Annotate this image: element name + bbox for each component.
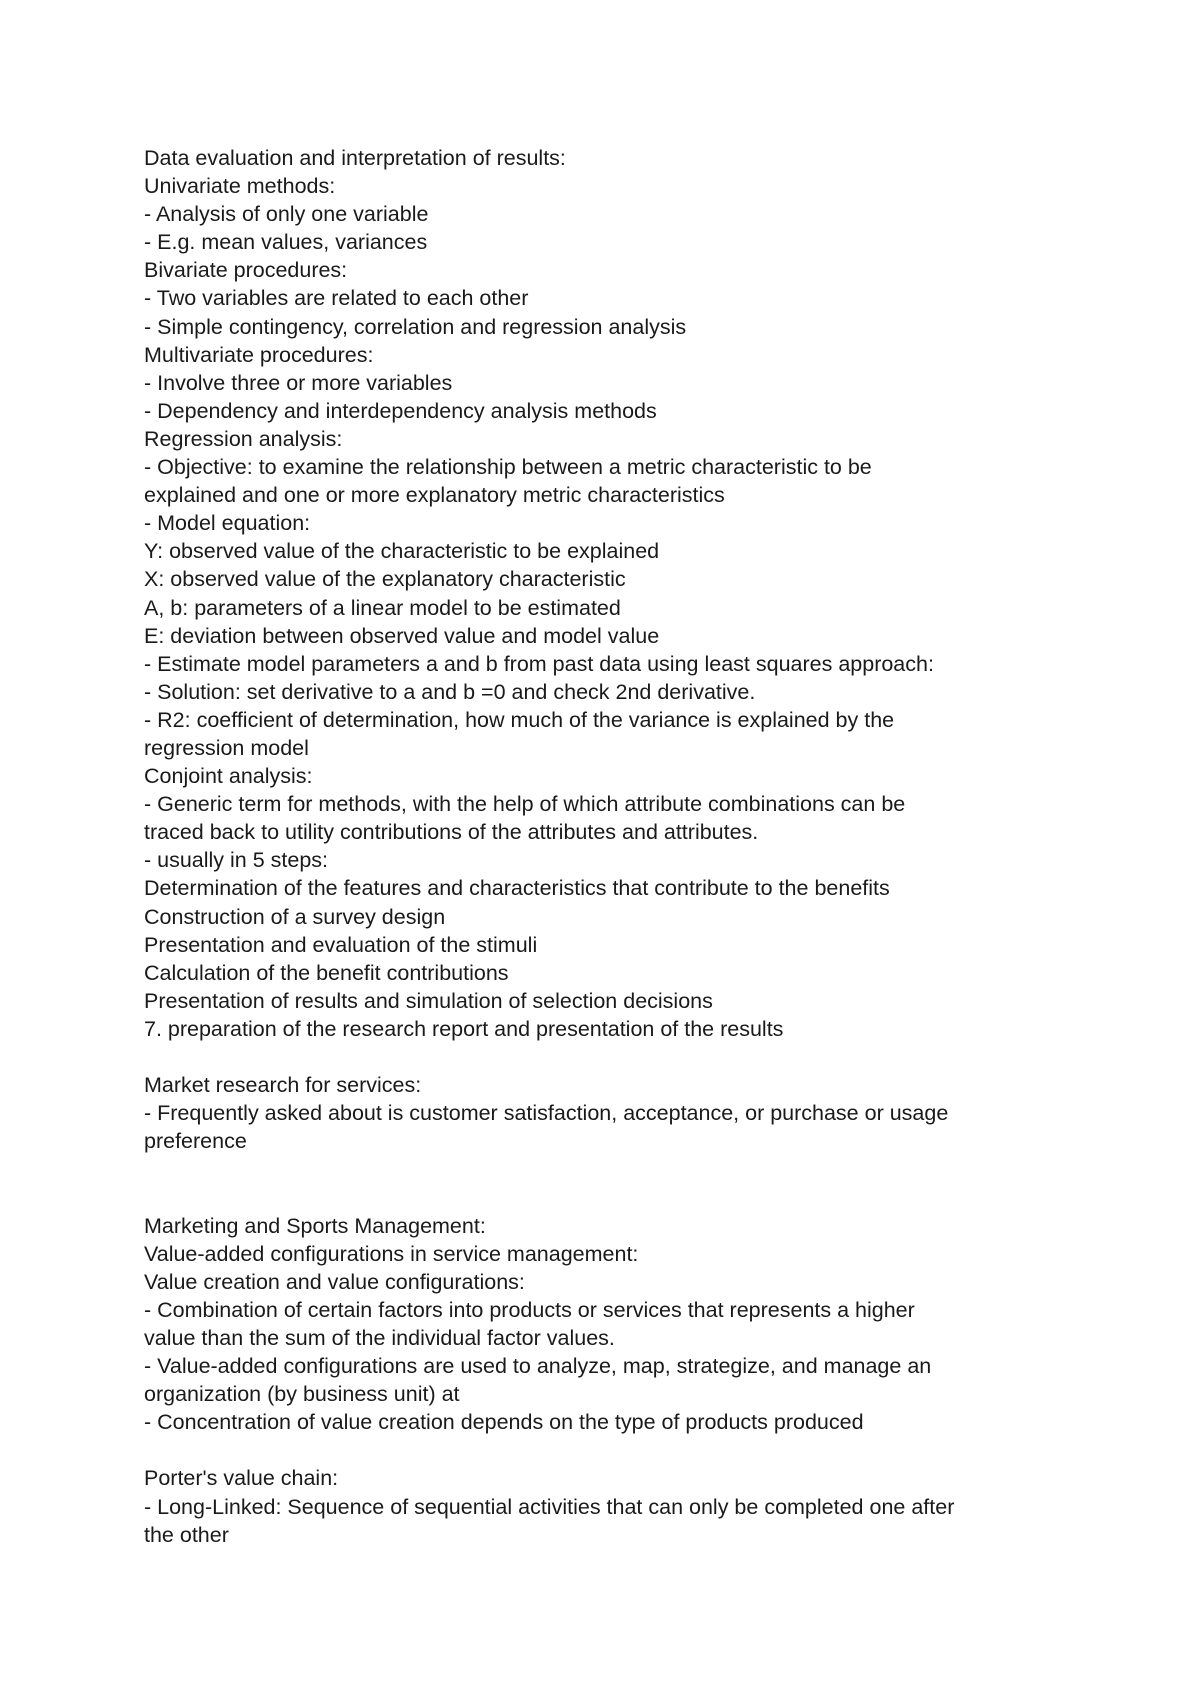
text-line: Y: observed value of the characteristic to be explained — [144, 539, 660, 564]
bullet-line: - Long-Linked: Sequence of sequential activities that can only be completed one after — [144, 1494, 955, 1519]
section-heading: Data evaluation and interpretation of results: — [144, 146, 566, 170]
section-heading: Porter's value chain: — [144, 1466, 339, 1491]
text-line: A, b: parameters of a linear model to be estimated — [144, 595, 621, 620]
section-heading: Market research for services: — [144, 1073, 422, 1098]
bullet-line: - Concentration of value creation depends on the type of products produced — [144, 1410, 864, 1435]
bullet-line: - Involve three or more variables — [144, 370, 453, 395]
bullet-line: - Simple contingency, correlation and regression analysis — [144, 314, 687, 339]
text-line: E: deviation between observed value and model value — [144, 623, 660, 648]
bullet-line: - Estimate model parameters a and b from past data using least squares approach: — [144, 651, 934, 676]
bullet-line: - Analysis of only one variable — [144, 202, 429, 227]
text-line: Construction of a survey design — [144, 904, 446, 929]
bullet-line: - R2: coefficient of determination, how much of the variance is explained by the — [144, 707, 895, 732]
bullet-line: - Value-added configurations are used to analyze, map, strategize, and manage an — [144, 1354, 932, 1379]
text-line: value than the sum of the individual factor values. — [144, 1325, 615, 1350]
text-line: Calculation of the benefit contributions — [144, 960, 509, 985]
text-line: organization (by business unit) at — [144, 1382, 460, 1407]
text-line: preference — [144, 1129, 247, 1154]
bullet-line: - Dependency and interdependency analysis methods — [144, 398, 657, 423]
bullet-line: - E.g. mean values, variances — [144, 230, 428, 255]
subheading: Bivariate procedures: — [144, 258, 348, 283]
blank-line — [144, 1183, 1074, 1211]
text-line: Determination of the features and characteristics that contribute to the benefits — [144, 876, 890, 901]
text-line: traced back to utility contributions of the attributes and attributes. — [144, 820, 759, 845]
text-line: explained and one or more explanatory metric characteristics — [144, 483, 725, 508]
subheading: Multivariate procedures: — [144, 342, 374, 367]
subheading: Value creation and value configurations: — [144, 1269, 525, 1294]
text-line: the other — [144, 1522, 229, 1547]
text-line: X: observed value of the explanatory characteristic — [144, 567, 626, 592]
bullet-line: - Two variables are related to each other — [144, 286, 529, 311]
subheading: Conjoint analysis: — [144, 764, 313, 789]
text-line: regression model — [144, 735, 309, 760]
text-line: Presentation of results and simulation of selection decisions — [144, 988, 713, 1013]
document-body — [144, 144, 1074, 1549]
text-line: Presentation and evaluation of the stimuli — [144, 932, 538, 957]
blank-line — [144, 1043, 1074, 1071]
section-heading: Marketing and Sports Management: — [144, 1213, 486, 1238]
bullet-line: - Combination of certain factors into products or services that represents a higher — [144, 1297, 915, 1322]
blank-line — [144, 1155, 1074, 1183]
bullet-line: - Frequently asked about is customer satisfaction, acceptance, or purchase or usage — [144, 1101, 949, 1126]
bullet-line: - Model equation: — [144, 511, 311, 536]
subheading: Regression analysis: — [144, 426, 343, 451]
text-line: 7. preparation of the research report and presentation of the results — [144, 1016, 784, 1041]
bullet-line: - Solution: set derivative to a and b =0 and check 2nd derivative. — [144, 679, 756, 704]
bullet-line: - Generic term for methods, with the help of which attribute combinations can be — [144, 792, 906, 817]
subheading: Value-added configurations in service management: — [144, 1241, 639, 1266]
subheading: Univariate methods: — [144, 174, 336, 199]
bullet-line: - usually in 5 steps: — [144, 848, 329, 873]
bullet-line: - Objective: to examine the relationship between a metric characteristic to be — [144, 455, 872, 480]
blank-line — [144, 1436, 1074, 1464]
